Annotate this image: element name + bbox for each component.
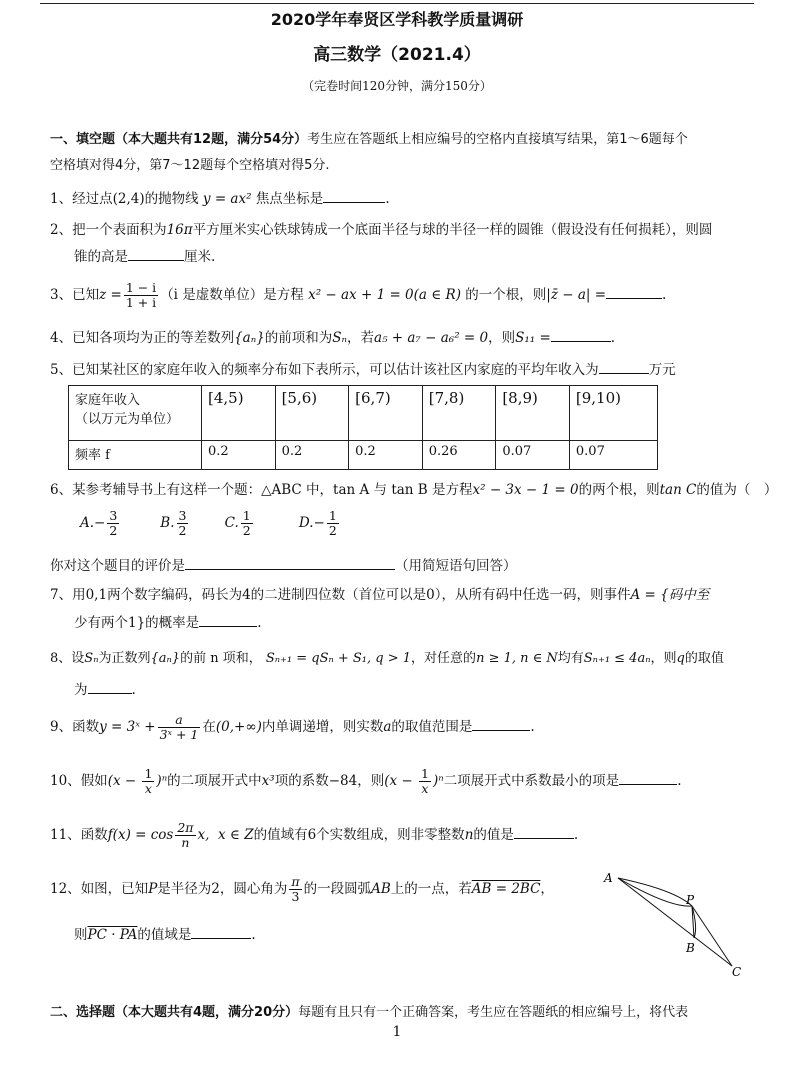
q8-number: 8、 <box>50 651 72 666</box>
table-row <box>69 386 658 441</box>
q7-end: . <box>257 615 262 631</box>
q6-text-e: 的值为（ ） <box>696 482 778 498</box>
label-b: B <box>686 941 695 955</box>
question-11 <box>50 820 578 850</box>
q5-text: 已知某社区的家庭年收入的频率分布如下表所示，可以估计该社区内家庭的平均年收入为 <box>72 362 599 378</box>
q3-frac-num: 1 − i <box>125 280 157 295</box>
section2-desc: 每题有且只有一个正确答案，考生应在答题纸的相应编号上，将代表 <box>298 1005 689 1020</box>
q10-paren-close: )ⁿ <box>156 773 168 789</box>
q3-frac-den: 1 + i <box>125 295 157 310</box>
page-title: 2020学年奉贤区学科教学质量调研 <box>270 10 524 29</box>
q2-text-b: 平方厘米实心铁球铸成一个底面半径与球的半径一样的圆锥（假设没有任何损耗），则圆 <box>192 222 713 238</box>
q1-number: 1、 <box>50 191 73 207</box>
q11-text-a: 函数 <box>80 827 108 843</box>
q1-text-c: 焦点坐标是 <box>255 191 324 207</box>
q6-option-a[interactable] <box>80 508 156 538</box>
q8-q: q <box>676 651 685 666</box>
q4-answer-blank <box>551 328 611 342</box>
q9-fraction <box>158 713 201 742</box>
q2-value: 16π <box>166 222 193 238</box>
q4-text-d: ，则 <box>488 330 516 346</box>
q6-text-b: tan A 与 tan B 是方程 <box>333 482 473 498</box>
q10-text-e: 二项展开式中系数最小的项是 <box>443 773 620 789</box>
q12-answer-blank <box>191 925 251 939</box>
q6-equation: x² − 3x − 1 = 0 <box>472 482 579 498</box>
option-fraction <box>177 509 189 538</box>
q9-a: a <box>383 719 392 735</box>
q7-text-b: A = {码中至 <box>630 587 710 603</box>
top-rule <box>40 3 754 4</box>
option-num: 3 <box>178 508 187 523</box>
table-cell: 0.26 <box>422 441 496 470</box>
q8-text-a: 设 <box>71 651 85 666</box>
q5-number: 5、 <box>50 362 73 378</box>
label-a: A <box>604 871 613 885</box>
label-c: C <box>732 965 742 979</box>
q10-coefficient: −84 <box>328 773 358 789</box>
q12-text-e: 上的一点，若 <box>390 881 472 897</box>
table-cell: 0.2 <box>349 441 423 470</box>
q12-ab: AB <box>371 881 391 897</box>
q10-frac-num-2: 1 <box>420 766 429 781</box>
q6-evaluation <box>50 556 517 575</box>
q11-fraction <box>175 821 195 850</box>
q7-text-a: 用0,1两个数字编码，码长为4的二进制四位数（首位可以是0），从所有码中任选一码，则事件 <box>72 587 631 603</box>
q4-end: . <box>610 330 616 346</box>
option-den: 2 <box>242 523 251 538</box>
q6-eval-blank <box>185 556 395 570</box>
q10-fraction-2 <box>419 767 431 796</box>
q3-fraction <box>124 281 158 310</box>
line-pc <box>692 906 732 966</box>
table-cell: 0.07 <box>569 441 657 470</box>
question-2 <box>50 221 712 239</box>
q11-end: . <box>573 827 579 843</box>
q10-paren-close-2: )ⁿ <box>432 773 444 789</box>
q3-text-a: 已知 <box>72 287 100 303</box>
option-num: 1 <box>242 508 251 523</box>
q12-text-d: 的一段圆弧 <box>303 881 372 897</box>
table-cell: 0.2 <box>275 441 349 470</box>
q6-eval-text-b: （用简短语句回答） <box>395 558 517 574</box>
q9-text-e: 的取值范围是 <box>391 719 473 735</box>
frequency-table <box>68 385 658 470</box>
q12-fraction <box>289 875 301 904</box>
q10-frac-den-2: x <box>421 781 429 796</box>
q12-text-b: 是半径为 <box>157 881 212 897</box>
question-9 <box>50 712 535 742</box>
option-den: 2 <box>109 523 118 538</box>
q12-p: P <box>148 881 158 897</box>
option-label: A. <box>80 515 95 531</box>
q11-fx: f(x) = cos <box>107 827 174 843</box>
q9-text-a: 函数 <box>72 719 100 735</box>
q10-number: 10、 <box>50 773 81 789</box>
q3-text-b: （i 是虚数单位）是方程 <box>160 287 304 303</box>
section1-line2 <box>50 157 330 175</box>
q1-text-a: 经过点 <box>72 191 113 207</box>
q3-z-lhs: z = <box>99 287 122 303</box>
q9-frac-num: a <box>158 713 201 728</box>
q10-end: . <box>677 773 682 789</box>
table-cell: 0.07 <box>496 441 570 470</box>
q8-n-cond: n ≥ 1, n ∈ N <box>476 651 558 666</box>
q8-text-e: 均有 <box>557 651 584 666</box>
table-cell: [6,7) <box>349 386 423 441</box>
q12-dot-product: PC · PA <box>87 927 138 943</box>
q9-end: . <box>530 719 535 735</box>
q10-fraction <box>142 767 154 796</box>
question-12-cont <box>74 925 256 944</box>
q4-number: 4、 <box>50 330 73 346</box>
q11-answer-blank <box>514 825 574 839</box>
table-cell: [5,6) <box>275 386 349 441</box>
question-3 <box>50 280 666 310</box>
q8-text-c: 的前 n 项和， <box>180 651 262 666</box>
q9-text-c: 内单调递增，则实数 <box>261 719 384 735</box>
table-head-1: 家庭年收入 <box>75 393 141 408</box>
option-num: 3 <box>109 508 118 523</box>
option-label: B. <box>160 515 175 531</box>
q8-inequality: Sₙ₊₁ ≤ 4aₙ <box>583 651 651 666</box>
question-12 <box>50 874 554 904</box>
q9-text-b: 在 <box>202 719 216 735</box>
option-label: C. <box>224 515 239 531</box>
q6-tanc: tan C <box>659 482 697 498</box>
question-7-cont <box>74 613 261 632</box>
q4-text-c: ，若 <box>347 330 375 346</box>
q9-frac-den: 3ˣ + 1 <box>159 727 199 742</box>
q6-option-c[interactable] <box>225 508 295 538</box>
table-cell: [8,9) <box>496 386 570 441</box>
q1-end: . <box>385 191 390 207</box>
q8-sequence: {aₙ} <box>150 651 181 666</box>
q3-number: 3、 <box>50 287 73 303</box>
q2-number: 2、 <box>50 222 73 238</box>
question-8-cont <box>74 680 136 699</box>
q3-text-c: 的一个根，则 <box>465 287 547 303</box>
q4-text-a: 已知各项均为正的等差数列 <box>72 330 235 346</box>
q7-text-c: 少有两个1}的概率是 <box>74 615 200 631</box>
q9-answer-blank <box>472 717 530 731</box>
q6-eval-text-a: 你对这个题目的评价是 <box>50 558 185 574</box>
option-label: D. <box>298 515 314 531</box>
section1-heading: 一、填空题（本大题共有12题，满分54分） <box>50 132 308 147</box>
question-5 <box>50 360 676 379</box>
q8-sn: Sₙ <box>84 651 99 666</box>
q10-text-b: 的二项展开式中 <box>167 773 262 789</box>
q3-abs: |z̄ − a| = <box>546 287 607 303</box>
table-freq-label: 频率 f <box>69 441 202 470</box>
table-cell: [9,10) <box>569 386 657 441</box>
q11-x: x, <box>197 827 210 843</box>
q3-answer-blank <box>606 285 662 299</box>
q12-text-f: ， <box>540 881 554 897</box>
q2-text-d: 厘米. <box>184 249 216 265</box>
q10-paren-open-2: (x − <box>384 773 417 789</box>
q1-equation: y = ax² <box>202 191 252 207</box>
question-10 <box>50 766 681 796</box>
q2-answer-blank <box>128 247 184 261</box>
q10-x3: x³ <box>261 773 275 789</box>
chord-ap <box>618 878 692 906</box>
table-head-cell <box>69 386 202 441</box>
q8-text-i: 为 <box>74 682 88 698</box>
q9-lhs: y = 3ˣ + <box>99 719 156 735</box>
q11-cond: x ∈ Z <box>218 827 254 843</box>
q11-n: n <box>464 827 474 843</box>
q8-equation: Sₙ₊₁ = qSₙ + S₁, <box>265 651 372 666</box>
page-number: 1 <box>392 1024 402 1040</box>
question-7 <box>50 586 709 604</box>
q12-two: 2 <box>211 881 220 897</box>
page-subtitle: 高三数学（2021.4） <box>313 45 481 65</box>
question-2-cont <box>74 247 215 266</box>
option-den: 2 <box>178 523 187 538</box>
q9-interval: (0,+∞) <box>215 719 262 735</box>
q12-text-a: 如图，已知 <box>80 881 149 897</box>
question-4 <box>50 328 615 347</box>
q7-answer-blank <box>199 613 257 627</box>
q5-answer-blank <box>599 360 649 374</box>
option-den: 2 <box>328 523 337 538</box>
table-head-2: （以万元为单位） <box>75 412 180 427</box>
table-row <box>69 441 658 470</box>
q10-text-a: 假如 <box>80 773 108 789</box>
section1-desc-b: 空格填对得4分，第7～12题每个空格填对得5分. <box>50 158 330 173</box>
time-info: （完卷时间120分钟，满分150分） <box>302 79 492 93</box>
table-cell: [4,5) <box>202 386 276 441</box>
option-num: 1 <box>328 508 337 523</box>
q12-text-h: 的值域是 <box>137 927 192 943</box>
q4-text-b: 的前项和为 <box>264 330 333 346</box>
question-8 <box>50 650 724 668</box>
q3-equation: x² − ax + 1 = 0(a ∈ R) <box>308 287 461 303</box>
option-fraction <box>327 509 339 538</box>
option-sign: − <box>94 515 106 531</box>
q12-number: 12、 <box>50 881 81 897</box>
q1-answer-blank <box>323 189 385 203</box>
q11-text-c: 的值域有6个实数组成，则非零整数 <box>253 827 465 843</box>
q11-text-e: 的值是 <box>473 827 514 843</box>
option-fraction <box>107 509 119 538</box>
q7-number: 7、 <box>50 587 73 603</box>
q10-text-c: 项的系数 <box>274 773 329 789</box>
q8-text-b: 为正数列 <box>98 651 151 666</box>
table-cell: 0.2 <box>202 441 276 470</box>
q6-text-c: 的两个根，则 <box>578 482 660 498</box>
q2-text-c: 锥的高是 <box>74 249 128 265</box>
q11-number: 11、 <box>50 827 81 843</box>
section2-line <box>50 1004 688 1022</box>
q12-text-g: 则 <box>74 927 88 943</box>
q8-text-h: 的取值 <box>684 651 724 666</box>
q10-frac-num: 1 <box>144 766 153 781</box>
q6-text-a: 某参考辅导书上有这样一个题：△ABC 中， <box>72 482 334 498</box>
question-1 <box>50 189 390 208</box>
q8-end: . <box>131 682 136 698</box>
q9-number: 9、 <box>50 719 73 735</box>
q4-sequence: {aₙ} <box>234 330 265 346</box>
q4-equation: a₅ + a₇ − a₆² = 0 <box>374 330 489 346</box>
q2-text-a: 把一个表面积为 <box>72 222 167 238</box>
line-ac <box>618 878 732 966</box>
q5-unit: 万元 <box>648 362 676 378</box>
q10-paren-open: (x − <box>107 773 141 789</box>
q1-text-b: 的抛物线 <box>144 191 199 207</box>
q12-end: . <box>251 927 256 943</box>
section1-desc-a: 考生应在答题纸上相应编号的空格内直接填写结果，第1～6题每个 <box>307 132 688 147</box>
q3-end: . <box>662 287 667 303</box>
q6-options <box>80 508 369 538</box>
q6-option-d[interactable] <box>299 508 369 538</box>
q8-answer-blank <box>88 680 132 694</box>
q8-q-cond: q > 1 <box>375 651 412 666</box>
q12-text-c: ，圆心角为 <box>219 881 288 897</box>
option-fraction <box>241 509 253 538</box>
q8-text-f: ，则 <box>650 651 677 666</box>
question-6 <box>50 481 777 499</box>
option-sign: − <box>313 515 325 531</box>
q12-frac-num: π <box>291 874 300 889</box>
q1-point: (2,4) <box>112 191 145 207</box>
q10-frac-den: x <box>144 781 152 796</box>
q11-frac-num: 2π <box>177 820 194 835</box>
q6-number: 6、 <box>50 482 73 498</box>
arc-figure <box>600 868 750 980</box>
arc-upper <box>618 878 692 906</box>
section1-line1 <box>50 131 688 149</box>
q8-text-d: ，对任意的 <box>411 651 477 666</box>
q11-frac-den: n <box>181 835 190 850</box>
label-p: P <box>686 893 695 907</box>
q4-sn: Sₙ <box>332 330 348 346</box>
q12-frac-den: 3 <box>291 889 300 904</box>
q10-answer-blank <box>619 771 677 785</box>
q10-text-d: ，则 <box>357 773 385 789</box>
q12-vector-eq: AB = 2BC <box>471 881 541 897</box>
section2-heading: 二、选择题（本大题共有4题，满分20分） <box>50 1005 299 1020</box>
q4-s11: S₁₁ = <box>515 330 551 346</box>
table-cell: [7,8) <box>422 386 496 441</box>
q6-option-b[interactable] <box>160 508 220 538</box>
